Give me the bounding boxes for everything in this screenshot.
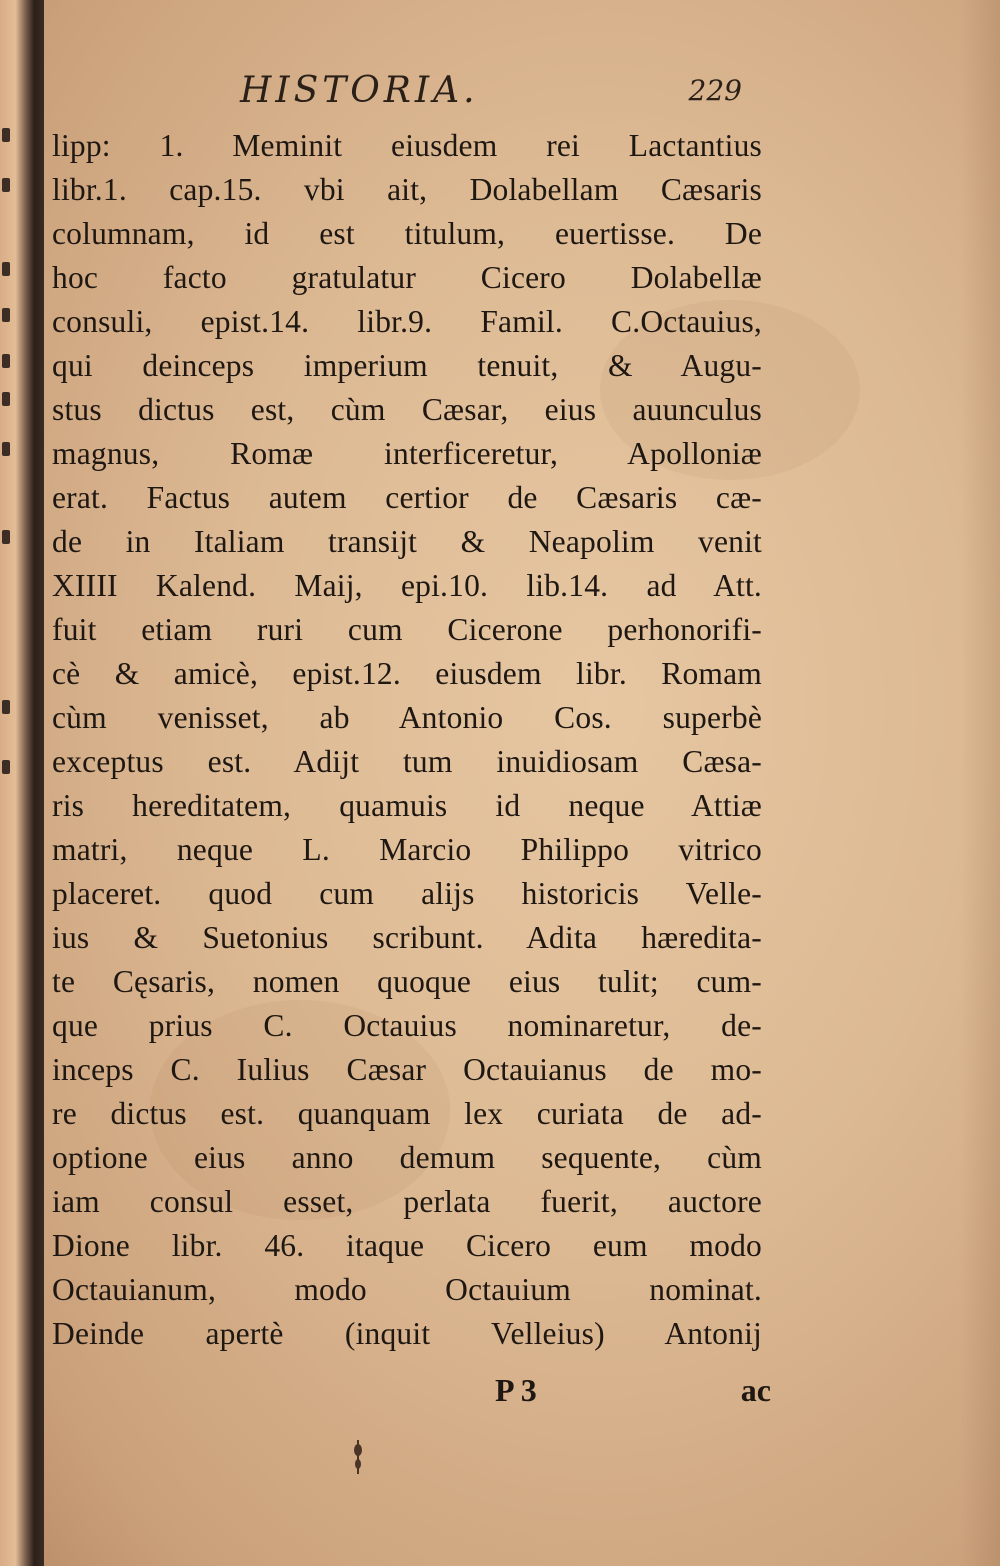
gutter-tick [2,530,10,544]
gutter-tick [2,308,10,322]
signature-mark: P 3 [495,1372,537,1408]
gutter-tick [2,354,10,368]
page-header [240,70,770,120]
gutter-tick [2,128,10,142]
text-line: qui deinceps imperium tenuit, & Augu- [52,348,762,383]
text-line: inceps C. Iulius Cæsar Octauianus de mo- [52,1052,762,1087]
text-line: erat. Factus autem certior de Cæsaris cæ- [52,480,762,515]
text-line: iam consul esset, perlata fuerit, auctore [52,1184,762,1219]
text-line: matri, neque L. Marcio Philippo vitrico [52,832,762,867]
text-line: ris hereditatem, quamuis id neque Attiæ [52,788,762,823]
text-line: te Cęsaris, nomen quoque eius tulit; cum- [52,964,762,999]
gutter-tick [2,178,10,192]
page-edge-shadow [960,0,1000,1566]
text-line: que prius C. Octauius nominaretur, de- [52,1008,762,1043]
gutter-tick [2,442,10,456]
text-line: stus dictus est, cùm Cæsar, eius auunculus [52,392,762,427]
text-line: cùm venisset, ab Antonio Cos. superbè [52,700,762,735]
page-number: 229 [688,74,742,107]
text-line: magnus, Romæ interficeretur, Apolloniæ [52,436,762,471]
catchword: ac [740,1372,771,1408]
book-gutter [0,0,44,1566]
text-line: Dione libr. 46. itaque Cicero eum modo [52,1228,762,1263]
text-line: placeret. quod cum alijs historicis Velle- [52,876,762,911]
text-line: ius & Suetonius scribunt. Adita hæredita- [52,920,762,955]
text-line: lipp: 1. Meminit eiusdem rei Lactantius [52,128,762,163]
running-title: HISTORIA. [240,70,479,111]
text-line: XIIII Kalend. Maij, epi.10. lib.14. ad Att. [52,568,762,603]
gutter-tick [2,262,10,276]
text-line: fuit etiam ruri cum Cicerone perhonorifi- [52,612,762,647]
text-line: exceptus est. Adijt tum inuidiosam Cæsa- [52,744,762,779]
ornament-icon [348,1436,368,1480]
text-line: Octauianum, modo Octauium nominat. [52,1272,762,1307]
text-line: consuli, epist.14. libr.9. Famil. C.Octauius, [52,304,762,339]
text-line: optione eius anno demum sequente, cùm [52,1140,762,1175]
text-line: re dictus est. quanquam lex curiata de ad- [52,1096,762,1131]
text-line: de in Italiam transijt & Neapolim venit [52,524,762,559]
gutter-tick [2,392,10,406]
gutter-tick [2,700,10,714]
text-line: Deinde apertè (inquit Velleius) Antonij [52,1316,762,1351]
gutter-tick [2,760,10,774]
text-line: columnam, id est titulum, euertisse. De [52,216,762,251]
body-text [52,124,762,1356]
page-footer [495,1372,775,1416]
text-line: libr.1. cap.15. vbi ait, Dolabellam Cæsaris [52,172,762,207]
text-line: hoc facto gratulatur Cicero Dolabellæ [52,260,762,295]
text-line: cè & amicè, epist.12. eiusdem libr. Romam [52,656,762,691]
